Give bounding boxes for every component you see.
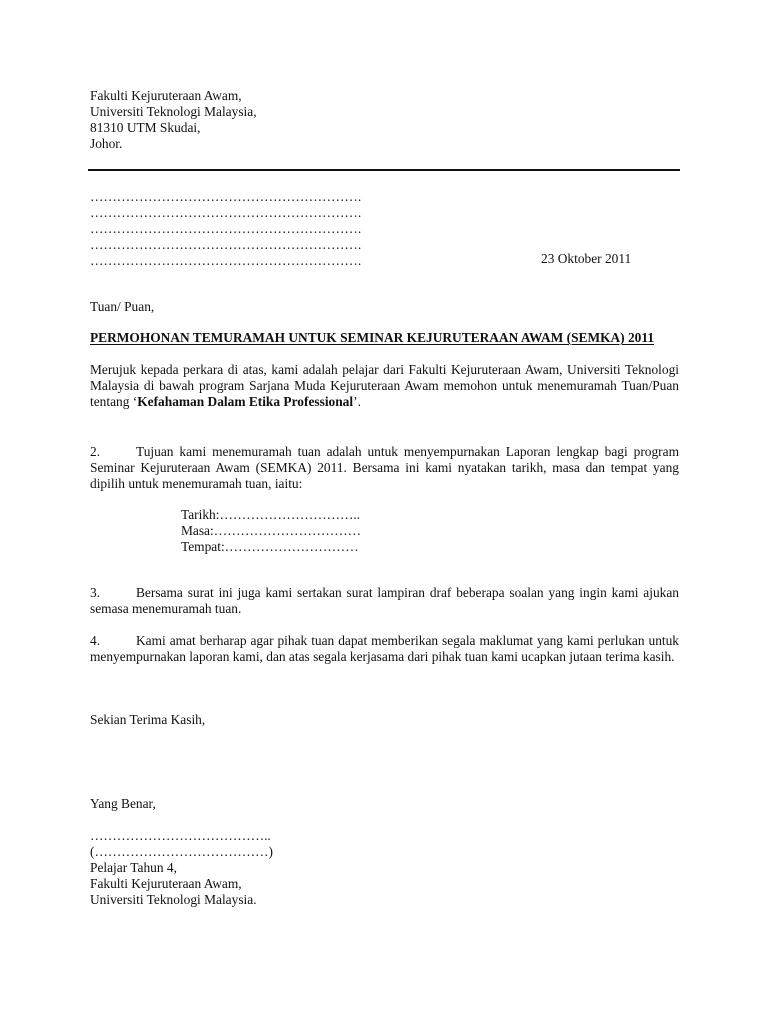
detail-date: Tarikh:………………………….. — [181, 507, 361, 522]
paragraph-3 — [90, 585, 679, 617]
paragraph-3-text: Bersama surat ini juga kami sertakan surat lampiran draf beberapa soalan yang ingin kami ajukan semasa menemuramah tuan. — [90, 585, 679, 616]
letter-subject: PERMOHONAN TEMURAMAH UNTUK SEMINAR KEJURUTERAAN AWAM (SEMKA) 2011 — [90, 330, 655, 345]
paragraph-4 — [90, 633, 679, 665]
paragraph-1-text-end: ’. — [353, 394, 361, 409]
paragraph-3-number: 3. — [90, 585, 101, 600]
paragraph-2-text: Tujuan kami menemuramah tuan adalah untuk menyempurnakan Laporan lengkap bagi program Seminar Kejuruteraan Awam (SEMKA) 2011. Bersama ini kami nyatakan tarikh, masa dan tempat yang dipilih untuk menemuramah tuan, iaitu: — [90, 444, 679, 491]
signature-name-line: (…………………………………) — [90, 844, 273, 859]
sender-address — [90, 88, 257, 152]
recipient-address-line: ……………………………………………………. — [90, 205, 362, 220]
letter-date: 23 Oktober 2011 — [541, 251, 632, 266]
paragraph-2-number: 2. — [90, 444, 101, 459]
sender-address-line: 81310 UTM Skudai, — [90, 120, 201, 135]
recipient-address — [90, 189, 361, 269]
recipient-address-line: ……………………………………………………. — [90, 253, 362, 268]
recipient-address-line: ……………………………………………………. — [90, 221, 362, 236]
interview-details — [181, 507, 361, 555]
salutation-text: Tuan/ Puan, — [90, 299, 155, 314]
recipient-address-line: ……………………………………………………. — [90, 189, 362, 204]
signature-line: ………………………………….. — [90, 828, 271, 843]
closing — [90, 712, 205, 728]
paragraph-1-bold-topic: Kefahaman Dalam Etika Professional — [137, 394, 354, 409]
signer-detail: Pelajar Tahun 4, — [90, 860, 177, 875]
signer-detail: Fakulti Kejuruteraan Awam, — [90, 876, 242, 891]
sign-off-text: Yang Benar, — [90, 796, 156, 811]
letterhead-divider — [88, 169, 680, 171]
recipient-address-line: ……………………………………………………. — [90, 237, 362, 252]
paragraph-1 — [90, 362, 679, 410]
sign-off — [90, 796, 156, 812]
paragraph-4-number: 4. — [90, 633, 101, 648]
paragraph-4-text: Kami amat berharap agar pihak tuan dapat memberikan segala maklumat yang kami perlukan untuk menyempurnakan laporan kami, dan atas segala kerjasama dari pihak tuan kami ucapkan jutaan terima kasih. — [90, 633, 679, 664]
sender-address-line: Universiti Teknologi Malaysia, — [90, 104, 257, 119]
sender-address-line: Fakulti Kejuruteraan Awam, — [90, 88, 242, 103]
closing-text: Sekian Terima Kasih, — [90, 712, 206, 727]
paragraph-1-text: Merujuk kepada perkara di atas, kami adalah pelajar dari Fakulti Kejuruteraan Awam, Universiti Teknologi Malaysia di bawah program Sarjana Muda Kejuruteraan Awam memohon untuk menemuramah Tuan/Puan tentang ‘ — [90, 362, 679, 409]
signature-block — [90, 828, 273, 908]
detail-place: Tempat:………………………… — [181, 539, 359, 554]
sender-address-line: Johor. — [90, 136, 123, 151]
salutation — [90, 299, 154, 315]
detail-time: Masa:…………………………… — [181, 523, 362, 538]
signer-detail: Universiti Teknologi Malaysia. — [90, 892, 257, 907]
paragraph-2 — [90, 444, 679, 492]
